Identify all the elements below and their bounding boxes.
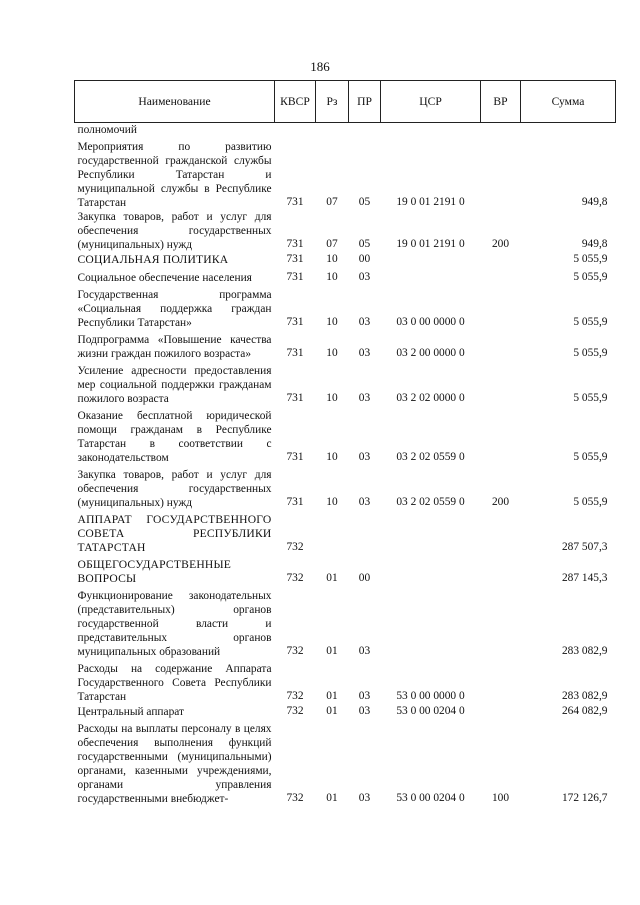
- table-row: [75, 285, 616, 330]
- table-row: [75, 210, 616, 252]
- row-vr: [481, 330, 521, 361]
- table-body: [75, 123, 616, 807]
- row-rz: 10: [326, 392, 338, 404]
- row-sum: 5 055,9: [573, 316, 608, 328]
- row-name: Функционирование законодательных (представительных) органов государственной власти и представительных органов муниципальных образований: [77, 590, 272, 658]
- header-pr: ПР: [349, 81, 381, 123]
- table-row: [75, 123, 616, 138]
- row-csr: 03 2 00 0000 0: [396, 347, 465, 359]
- table-row: [75, 465, 616, 510]
- table-row: [75, 510, 616, 555]
- row-sum: 5 055,9: [573, 451, 608, 463]
- row-vr: [481, 555, 521, 586]
- row-csr: 03 0 00 0000 0: [396, 316, 465, 328]
- row-name: полномочий: [77, 124, 137, 136]
- row-sum: 5 055,9: [573, 347, 608, 359]
- row-sum: 287 507,3: [561, 541, 608, 553]
- row-sum: 949,8: [581, 238, 608, 250]
- row-kvsr: 732: [286, 541, 304, 553]
- row-name: ОБЩЕГОСУДАРСТВЕННЫЕ ВОПРОСЫ: [77, 558, 232, 585]
- row-name: Социальное обеспечение населения: [77, 272, 252, 284]
- row-csr: 19 0 01 2191 0: [396, 238, 465, 250]
- row-name: Мероприятия по развитию государственной гражданской службы Республики Татарстан и муниципальной службы в Республике Татарстан: [77, 141, 272, 209]
- row-sum: 5 055,9: [573, 496, 608, 508]
- row-csr: [381, 123, 481, 138]
- row-kvsr: 731: [286, 238, 304, 250]
- row-vr: 200: [491, 496, 510, 508]
- row-rz: 10: [326, 271, 338, 283]
- row-rz: 01: [326, 792, 338, 804]
- row-sum: 283 082,9: [561, 690, 608, 702]
- row-csr: 03 2 02 0000 0: [396, 392, 465, 404]
- row-vr: [481, 123, 521, 138]
- row-vr: [481, 137, 521, 210]
- row-kvsr: 731: [286, 253, 304, 265]
- row-name: Центральный аппарат: [77, 706, 185, 718]
- row-kvsr: 731: [286, 347, 304, 359]
- row-sum: 283 082,9: [561, 645, 608, 657]
- row-rz: 10: [326, 347, 338, 359]
- row-name: Расходы на содержание Аппарата Государственного Совета Республики Татарстан: [77, 663, 272, 703]
- row-rz: 07: [326, 238, 338, 250]
- row-name: Расходы на выплаты персоналу в целях обеспечения выполнения функций государственными (муниципальными) органами, казенными учреждениями, органами управления государственными внебюджет-: [77, 723, 272, 805]
- table-row: [75, 719, 616, 806]
- table-row: [75, 267, 616, 285]
- row-vr: [481, 510, 521, 555]
- row-vr: 100: [491, 792, 510, 804]
- row-name: Закупка товаров, работ и услуг для обеспечения государственных (муниципальных) нужд: [77, 469, 272, 509]
- row-vr: 200: [491, 238, 510, 250]
- row-rz: 10: [326, 316, 338, 328]
- row-pr: [349, 510, 381, 555]
- row-sum: 5 055,9: [573, 271, 608, 283]
- row-sum: 5 055,9: [573, 392, 608, 404]
- header-vr: ВР: [481, 81, 521, 123]
- header-sum: Сумма: [521, 81, 616, 123]
- row-csr: [381, 267, 481, 285]
- row-rz: 01: [326, 705, 338, 717]
- row-kvsr: 732: [286, 572, 304, 584]
- row-kvsr: [275, 123, 316, 138]
- table-row: [75, 704, 616, 719]
- row-pr: 00: [358, 253, 371, 265]
- row-name: Подпрограмма «Повышение качества жизни граждан пожилого возраста»: [77, 334, 272, 360]
- row-rz: 10: [326, 496, 338, 508]
- row-pr: 03: [358, 451, 371, 463]
- row-kvsr: 732: [286, 690, 304, 702]
- row-vr: [481, 406, 521, 465]
- row-kvsr: 731: [286, 316, 304, 328]
- row-kvsr: 732: [286, 705, 304, 717]
- row-csr: [381, 510, 481, 555]
- row-csr: 03 2 02 0559 0: [396, 496, 465, 508]
- header-kvsr: КВСР: [275, 81, 316, 123]
- row-csr: [381, 555, 481, 586]
- row-sum: [521, 123, 616, 138]
- header-name: Наименование: [75, 81, 275, 123]
- row-pr: 03: [358, 347, 371, 359]
- row-pr: 00: [358, 572, 371, 584]
- row-pr: 03: [358, 271, 371, 283]
- page-number: 186: [310, 59, 330, 74]
- row-pr: [349, 123, 381, 138]
- row-vr: [481, 267, 521, 285]
- row-pr: 03: [358, 792, 371, 804]
- row-rz: 01: [326, 572, 338, 584]
- table-row: [75, 555, 616, 586]
- row-vr: [481, 361, 521, 406]
- row-name: АППАРАТ ГОСУДАРСТВЕННОГО СОВЕТА РЕСПУБЛИКИ ТАТАРСТАН: [77, 513, 272, 554]
- row-name: Усиление адресности предоставления мер социальной поддержки гражданам пожилого возраста: [77, 365, 272, 405]
- row-vr: [481, 704, 521, 719]
- row-csr: 53 0 00 0204 0: [396, 705, 465, 717]
- row-rz: 01: [326, 645, 338, 657]
- row-name: СОЦИАЛЬНАЯ ПОЛИТИКА: [77, 253, 229, 266]
- row-kvsr: 731: [286, 271, 304, 283]
- row-rz: [316, 510, 349, 555]
- table-row: [75, 252, 616, 267]
- row-vr: [481, 252, 521, 267]
- row-rz: 01: [326, 690, 338, 702]
- row-vr: [481, 586, 521, 659]
- row-csr: 19 0 01 2191 0: [396, 196, 465, 208]
- row-csr: 03 2 02 0559 0: [396, 451, 465, 463]
- row-sum: 949,8: [581, 196, 608, 208]
- row-sum: 172 126,7: [561, 792, 608, 804]
- budget-table-container: [74, 80, 615, 806]
- table-row: [75, 406, 616, 465]
- table-row: [75, 659, 616, 704]
- row-pr: 03: [358, 705, 371, 717]
- row-kvsr: 731: [286, 451, 304, 463]
- header-csr: ЦСР: [381, 81, 481, 123]
- row-rz: 10: [326, 253, 338, 265]
- row-pr: 05: [358, 238, 371, 250]
- row-pr: 03: [358, 496, 371, 508]
- row-sum: 287 145,3: [561, 572, 608, 584]
- row-pr: 03: [358, 690, 371, 702]
- row-csr: 53 0 00 0000 0: [396, 690, 465, 702]
- row-pr: 03: [358, 645, 371, 657]
- row-sum: 264 082,9: [561, 705, 608, 717]
- row-name: Государственная программа «Социальная поддержка граждан Республики Татарстан»: [77, 289, 272, 329]
- row-csr: [381, 586, 481, 659]
- row-rz: 10: [326, 451, 338, 463]
- header-rz: Рз: [316, 81, 349, 123]
- row-csr: [381, 252, 481, 267]
- budget-table: [74, 80, 616, 806]
- row-pr: 03: [358, 392, 371, 404]
- row-name: Закупка товаров, работ и услуг для обеспечения государственных (муниципальных) нужд: [77, 211, 272, 251]
- row-kvsr: 732: [286, 645, 304, 657]
- row-pr: 05: [358, 196, 371, 208]
- table-row: [75, 586, 616, 659]
- table-row: [75, 330, 616, 361]
- row-kvsr: 732: [286, 792, 304, 804]
- table-header: [75, 81, 616, 123]
- row-sum: 5 055,9: [573, 253, 608, 265]
- row-rz: 07: [326, 196, 338, 208]
- table-row: [75, 361, 616, 406]
- row-kvsr: 731: [286, 392, 304, 404]
- row-name: Оказание бесплатной юридической помощи гражданам в Республике Татарстан в соответствии с законодательством: [77, 410, 272, 464]
- row-vr: [481, 285, 521, 330]
- row-kvsr: 731: [286, 196, 304, 208]
- row-kvsr: 731: [286, 496, 304, 508]
- table-row: [75, 137, 616, 210]
- row-csr: 53 0 00 0204 0: [396, 792, 465, 804]
- row-pr: 03: [358, 316, 371, 328]
- row-vr: [481, 659, 521, 704]
- row-rz: [316, 123, 349, 138]
